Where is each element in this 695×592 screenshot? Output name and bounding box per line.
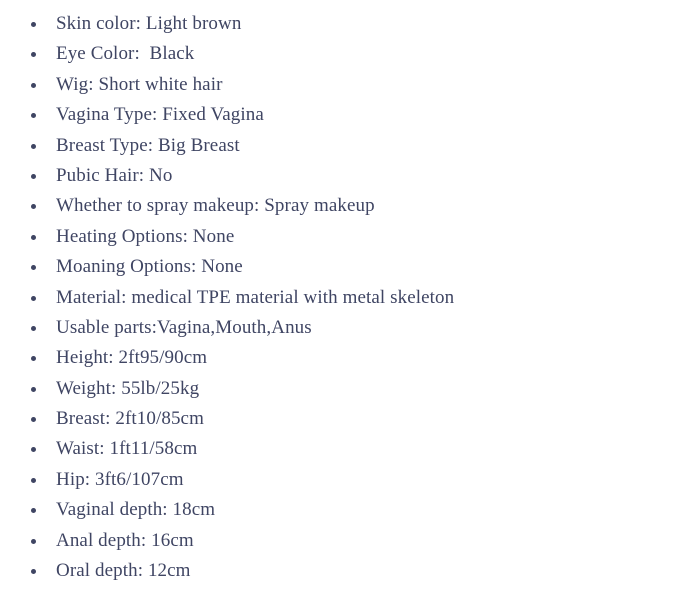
list-item-text: Skin color: Light brown — [56, 13, 242, 34]
list-item-text: Heating Options: None — [56, 225, 235, 247]
bullet-icon — [31, 447, 36, 452]
list-item-text: Vagina Type: Fixed Vagina — [56, 104, 264, 126]
bullet-icon — [31, 174, 36, 179]
bullet-icon — [31, 417, 36, 422]
bullet-icon — [31, 113, 36, 118]
bullet-icon — [31, 83, 36, 88]
list-item — [0, 526, 695, 556]
list-item-text: Breast Type: Big Breast — [56, 134, 240, 156]
list-item — [0, 313, 695, 343]
list-item — [0, 9, 695, 39]
list-item — [0, 283, 695, 313]
list-item — [0, 434, 695, 464]
list-item — [0, 252, 695, 282]
list-item-text: Wig: Short white hair — [56, 73, 223, 95]
list-item-text: Oral depth: 12cm — [56, 560, 191, 582]
bullet-icon — [31, 235, 36, 240]
list-item — [0, 374, 695, 404]
list-item — [0, 161, 695, 191]
list-item-text: Height: 2ft95/90cm — [56, 347, 208, 369]
list-item-text: Eye Color: Black — [56, 43, 195, 65]
bullet-icon — [31, 326, 36, 331]
list-item — [0, 100, 695, 130]
list-item — [0, 465, 695, 495]
list-item — [0, 495, 695, 525]
list-item — [0, 404, 695, 434]
bullet-icon — [31, 356, 36, 361]
list-item-text: Weight: 55lb/25kg — [56, 377, 200, 399]
list-item — [0, 70, 695, 100]
list-item-text: Moaning Options: None — [56, 256, 243, 278]
bullet-icon — [31, 569, 36, 574]
list-item-text: Whether to spray makeup: Spray makeup — [56, 195, 375, 217]
bullet-icon — [31, 265, 36, 270]
list-item-text: Waist: 1ft11/58cm — [56, 438, 198, 460]
list-item-text: Hip: 3ft6/107cm — [56, 468, 184, 490]
list-item-text: Pubic Hair: No — [56, 164, 173, 186]
bullet-icon — [31, 387, 36, 392]
list-item — [0, 222, 695, 252]
list-item — [0, 343, 695, 373]
bullet-icon — [31, 508, 36, 513]
list-item-text: Breast: 2ft10/85cm — [56, 408, 204, 430]
list-item-text: Anal depth: 16cm — [56, 529, 194, 551]
spec-list — [0, 9, 695, 586]
list-item — [0, 131, 695, 161]
list-item — [0, 191, 695, 221]
bullet-icon — [31, 204, 36, 209]
bullet-icon — [31, 539, 36, 544]
list-item — [0, 39, 695, 69]
bullet-icon — [31, 296, 36, 301]
bullet-icon — [31, 22, 36, 27]
list-item-text: Material: medical TPE material with metal skeleton — [56, 286, 455, 308]
bullet-icon — [31, 478, 36, 483]
bullet-icon — [31, 52, 36, 57]
list-item — [0, 556, 695, 586]
list-item-text: Vaginal depth: 18cm — [56, 499, 216, 521]
bullet-icon — [31, 144, 36, 149]
list-item-text: Usable parts:Vagina,Mouth,Anus — [56, 316, 312, 338]
